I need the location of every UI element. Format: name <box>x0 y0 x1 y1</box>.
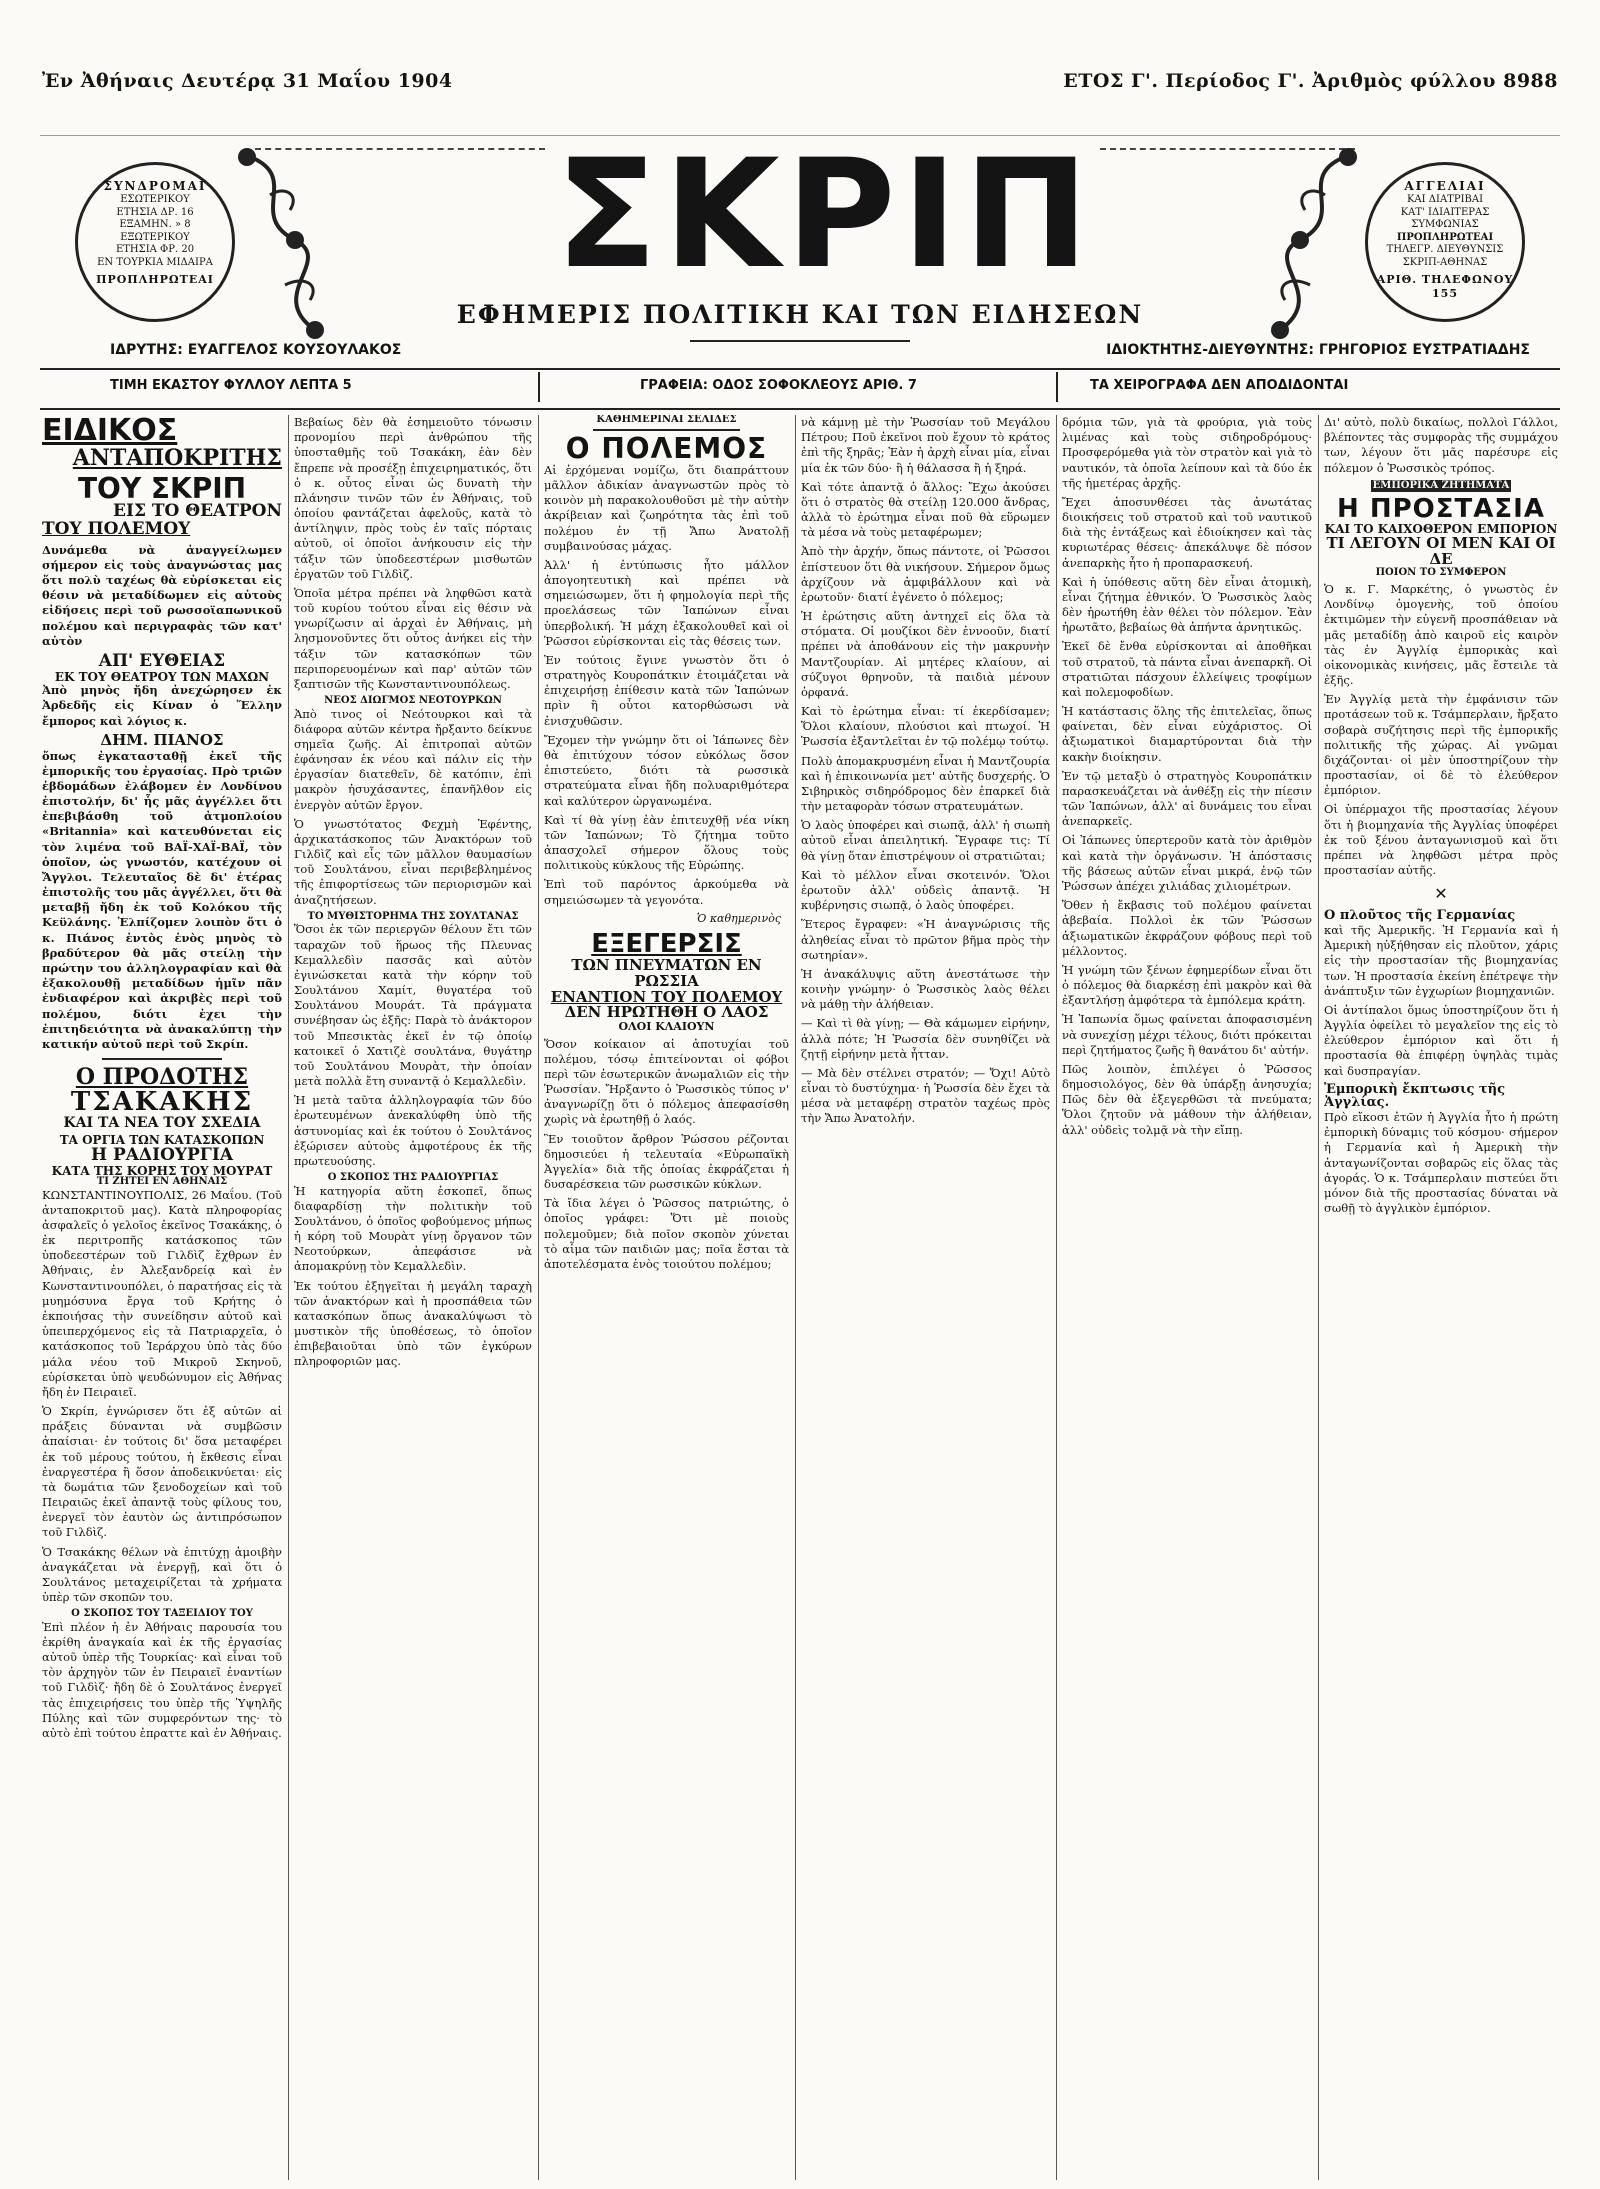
column-rule-1 <box>288 415 289 2180</box>
col3-paragraph-1: Αἱ ἐρχόμεναι νομίζω, ὅτι διαπράττουν μᾶλλον ἀδικίαν ἀναγνωστῶν πρὸς τὸ κοινὸν μὴ παρακολουθοῦσι μὲ τὴν αὐτὴν ἀκρίβειαν καὶ ζωηρότητα τὰς ἐπὶ τοῦ πολέμου ἐν τῇ Ἄπω Ἀνατολῇ συμβαινούσας μάχας. <box>544 462 789 553</box>
col6-head-whose-interest: ΠΟΙΟΝ ΤΟ ΣΥΜΦΕΡΟΝ <box>1375 566 1507 578</box>
col1-head-special: ΕΙΔΙΚΟΣ <box>42 415 178 448</box>
col6-cross-icon: ✕ <box>1434 884 1448 904</box>
col4-paragraph-8: Καὶ τὸ μέλλον εἶναι σκοτεινόν. Ὅλοι ἐρωτοῦν ἀλλ' οὐδεὶς ἀπαντᾷ. Ἡ κυβέρνησις σιωπᾷ, ὁ λαὸς ὑποφέρει. <box>801 867 1050 913</box>
date-line: Ἐν Ἀθήναις Δευτέρᾳ 31 Μαΐου 1904 <box>42 70 453 92</box>
subscriptions-footer: ΠΡΟΠΛΗΡΩΤΕΑΙ <box>96 273 214 286</box>
column-rule-5 <box>1318 415 1319 2180</box>
col1-head-new-plans: ΚΑΙ ΤΑ ΝΕΑ ΤΟΥ ΣΧΕΔΙΑ <box>63 1115 261 1132</box>
col1-paragraph-6: Ὁ Τσακάκης θέλων νὰ ἐπιτύχῃ ἀμοιβὴν ἀναγκάζεται νὰ ἐνεργῇ, καὶ ὅτι ὁ Σουλτάνος μεταχειρίζεται τὰ χρήματα ὑπὲρ τῶν σκοπῶν του. <box>42 1544 282 1605</box>
column-rule-4 <box>1056 415 1057 2180</box>
col3-head-uprising: ΕΞΕΓΕΡΣΙΣ <box>591 928 742 959</box>
col3-paragraph-9: Τὰ ἴδια λέγει ὁ Ῥῶσσος πατριώτης, ὁ ὁποῖος γράφει: Ὅτι μὲ ποιοὺς πολεμοῦμεν; διὰ ποῖον σκοπὸν χύνεται τὸ αἷμα τῶν παιδιῶν μας; ποῖα ἔσται τὰ ἀποτελέσματα ἑνὸς τοιούτου πολέμου; <box>544 1196 789 1271</box>
col4-paragraph-6: Πολὺ ἀπομακρυσμένη εἶναι ἡ Μαντζουρία καὶ ἡ ἐπικοινωνία μετ' αὐτῆς δυσχερής. Ὁ Σιβηρικὸς σιδηρόδρομος δὲν ἐπαρκεῖ διὰ τὴν μεταφορὰν τόσων στρατευμάτων. <box>801 753 1050 814</box>
col1-head-from-theater: ΕΚ ΤΟΥ ΘΕΑΤΡΟΥ ΤΩΝ ΜΑΧΩΝ <box>54 669 270 684</box>
subscriptions-line2: ΕΤΗΣΙΑ ΔΡ. 16 <box>116 206 194 218</box>
col2-paragraph-5: Ὅσοι ἐκ τῶν περιεργῶν θέλουν ἔτι τῶν ταραχῶν τοῦ ἥρωος τῆς Πλευνας Κεμαλλεδὶν πασσᾶς καὶ αὐτὸν ἐγινώσκεται κατὰ τὴν κόρην τοῦ Σουλτάνου Χαμίτ, θυγατέρα τοῦ Σουλτάνου Μουράτ. Τὰ πράγματα συνέβησαν ὡς ἑξῆς: Παρὰ τὸ ἀνάκτορον τοῦ Μπεσικτὰς ἐκεῖ ἐν τῷ ὁποίῳ κατοικεῖ ὁ Χατιζὲ σουλτάνα, θυγάτηρ τοῦ Σουλτάνου Μουρὰτ, τὴν ὁποίαν μετὰ πολλὰ ἔτη συναντᾷ ὁ Κεμαλλεδὶν. <box>294 922 532 1089</box>
col1-paragraph-1: Δυνάμεθα νὰ ἀναγγείλωμεν σήμερον εἰς τοὺς ἀναγνώστας μας ὅτι πολὺ ταχέως θὰ εὑρίσκεται εἰς θέσιν νὰ μεταδίδωμεν εἰς αὐτοὺς εἰδήσεις περὶ τοῦ ρωσσοϊαπωνικοῦ πολέμου καὶ περιγραφὰς τῶν κατ' αὐτὸν <box>42 542 282 648</box>
col1-head-what-seeks: ΤΙ ΖΗΤΕΙ ΕΝ ΑΘΗΝΑΙΣ <box>96 1176 228 1188</box>
col3-paragraph-2: Ἀλλ' ἡ ἐντύπωσις ἦτο μάλλον ἀπογοητευτικὴ καὶ πρέπει νὰ σημειώσωμεν, ὅτι ἡ φημολογία περὶ τῆς προελάσεως τῶν Ἰαπώνων εἶναι ὑπερβολική. Ἡ μάχη ἐξακολουθεῖ καὶ οἱ Ῥῶσσοι εὑρίσκονται εἰς τὰς θέσεις των. <box>544 557 789 648</box>
subscriptions-line4: ΕΞΩΤΕΡΙΚΟΥ <box>120 231 190 243</box>
col5-paragraph-2: Ἔχει ἀποσυνθέσει τὰς ἀνωτάτας διοικήσεις τοῦ στρατοῦ καὶ τοῦ ναυτικοῦ διὰ τὴς ἐντάξεως καὶ ἐδιοίκησεν καὶ τὰς κυριωτέρας θέσεις· ἀπεκάλυψε δὲ πόσον ἀνεπαρκὴς ἦτο ἡ προπαρασκευή. <box>1062 494 1312 570</box>
info-divider-2 <box>1056 372 1058 402</box>
left-flourish-icon <box>225 145 345 345</box>
col4-paragraph-3: Ἀπὸ τὴν ἀρχήν, ὅπως πάντοτε, οἱ Ῥῶσσοι ἐπίστευον ὅτι θὰ νικήσουν. Σήμερον ὅμως ἀρχίζουν νὰ ἀμφιβάλλουν καὶ νὰ ἐρωτοῦν· διατί ἐγένετο ὁ πόλεμος; <box>801 544 1050 604</box>
col5-paragraph-1: δρόμια τῶν, γιὰ τὰ φρούρια, γιὰ τοὺς λιμένας καὶ τοὺς σιδηροδρόμους· Προσφερόμεθα γιὰ τὸν στρατὸν καὶ γιὰ τὸ ναυτικόν, τὰ ὁποῖα λείπουν καὶ τὰ δύο ἐκ τῆς ἡμετέρας ἀρχῆς. <box>1062 415 1312 490</box>
ads-line2: ΚΑΤ' ΙΔΙΑΙΤΕΡΑΣ <box>1400 206 1490 218</box>
ads-line4: ΠΡΟΠΛΗΡΩΤΕΑΙ <box>1396 231 1494 243</box>
col5-paragraph-8: Ὅθεν ἡ ἔκβασις τοῦ πολέμου φαίνεται ἀβεβαία. Πολλοὶ ἐκ τῶν Ῥώσσων ἀξιωματικῶν ἐκφράζουν φόβους περὶ τοῦ μέλλοντος. <box>1062 898 1312 958</box>
col3-signature: Ὁ καθημερινὸς <box>696 911 781 925</box>
subscriptions-line1: ΕΣΩΤΕΡΙΚΟΥ <box>120 194 190 205</box>
offices-label: ΓΡΑΦΕΙΑ: ΟΔΟΣ ΣΟΦΟΚΛΕΟΥΣ ΑΡΙΘ. 7 <box>640 378 917 393</box>
col2-head-intrigue-purpose: Ο ΣΚΟΠΟΣ ΤΗΣ ΡΑΔΙΟΥΡΓΙΑΣ <box>327 1172 499 1184</box>
col4-paragraph-4: Ἡ ἐρώτησις αὕτη ἀντηχεῖ εἰς ὅλα τὰ στόματα. Οἱ μουζίκοι δὲν ἐννοοῦν, διατί πρέπει νὰ ἀποθάνουν εἰς τὴν μακρυνὴν Μαντζουρίαν. Αἱ μητέρες κλαίουν, αἱ σύζυγοι θρηνοῦν, τὰ παιδιὰ μένουν ὀρφανά. <box>801 609 1050 699</box>
owner-line: ΙΔΙΟΚΤΗΤΗΣ-ΔΙΕΥΘΥΝΤΗΣ: ΓΡΗΓΟΡΙΟΣ ΕΥΣΤΡΑΤΙΑΔΗΣ <box>1106 342 1530 358</box>
col5-paragraph-3: Καὶ ἡ ὑπόθεσις αὕτη δὲν εἶναι ἀτομικὴ, εἶναι ζήτημα ἐθνικόν. Ὁ Ῥωσσικὸς λαὸς δὲν ἠρωτήθη ἐὰν θέλει τὸν πόλεμον. Ἐὰν ἠρωτᾶτο, βεβαίως θὰ ἀπήντα ἀρνητικῶς. <box>1062 574 1312 635</box>
col6-paragraph-4: Οἱ ὑπέρμαχοι τῆς προστασίας λέγουν ὅτι ἡ βιομηχανία τῆς Ἀγγλίας ὑποφέρει ἐκ τοῦ ξένου ἀνταγωνισμοῦ καὶ ὅτι πρέπει νὰ ληφθῶσι μέτρα πρὸς προστασίαν αὐτῆς. <box>1324 802 1558 878</box>
col2-paragraph-6: Ἡ μετὰ ταῦτα ἀλληλογραφία τῶν δύο ἐρωτευμένων ἀνεκαλύφθη ὑπὸ τῆς ἀστυνομίας καὶ ἐκ τούτου ὁ Σουλτάνος ἐξώρισεν αὐτοὺς ἀμφοτέρους ἐκ τῆς πρωτευούσης. <box>294 1093 532 1168</box>
col1-head-correspondent: ΑΝΤΑΠΟΚΡΙΤΗΣ <box>72 444 282 471</box>
col1-paragraph-5: Ὁ Σκρίπ, ἐγνώρισεν ὅτι ἐξ αὐτῶν αἱ πράξεις δύνανται νὰ συμβῶσιν ἀπαίσιαι· ἐν τούτοις δι' ὅσα μεταφέρει ἐκ τοῦ μέρους τούτου, ἡ ἔκθεσις εἶναι ἐναργεστέρα ἢ ὅσον ἀποδεικνύεται· εἰς τὰ δωμάτια τῶν ξενοδοχείων καὶ τοῦ Πειραιῶς ἐκεῖ ἀπαντᾷ τοὺς φίλους του, ἐνεργεῖ τὸν ἐαυτὸν ὡς ἀντιπρόσωπον τοῦ Γιλδὶζ. <box>42 1404 282 1540</box>
col4-paragraph-1: νὰ κάμνῃ μὲ τὴν Ῥωσσίαν τοῦ Μεγάλου Πέτρου; Ποῦ ἐκεῖνοι ποὺ ἔχουν τὸ κράτος ἐπὶ τῆς ξηρᾶς; Ἐὰν ἡ ἀρχὴ εἶναι μία, εἶναι μία ἐκ τῶν δύο· ἢ ἡ θάλασσα ἢ ἡ ξηρά. <box>801 415 1050 475</box>
col2-head-young-turks: ΝΕΟΣ ΔΙΩΓΜΟΣ ΝΕΟΤΟΥΡΚΩΝ <box>324 695 502 707</box>
col1-paragraph-3: ὅπως ἐγκατασταθῇ ἐκεῖ τῆς ἐμπορικῆς του ἐργασίας. Πρὸ τριῶν ἑβδομάδων ἐλάβομεν ἐν Λονδίνου ἐπιστολήν, δι' ἧς μᾶς ἀγγέλλει ὅτι ἐπεβιβάσθη τοῦ ἀτμοπλοίου «Britannia» καὶ κατευθύνεται εἰς τὸν λιμένα τοῦ ΒΑΪ-ΧΑΪ-ΒΑΪ, τὸν ὁποῖον, ὡς γνωστόν, κατέχουν οἱ Ἄγγλοι. Τελευταῖος δὲ δι' ἑτέρας ἐπιστολῆς του μᾶς ἀγγέλλει, ὅτι θὰ μεταβῇ ἤδη ἐκ τοῦ Κολόκου τῆς Κεϋλάνης. Ἐλπίζομεν λοιπὸν ὅτι ὁ κ. Πιάνος ἐντὸς ἑνὸς μηνὸς τὸ βραδύτερον θὰ μᾶς στείλῃ τὴν πρώτην του ἀλληλογραφίαν καὶ θὰ ἐξακολουθῇ μεταδίδων ἡμῖν πᾶν ἐνδιαφέρον καὶ ἀκριβὲς περὶ τοῦ πολέμου, διότι ἐχει τὴν ἐπιτηδειότητα νὰ ἀνακαλύπτῃ τὴν κατικήν αὐτοῦ περὶ τοῦ Σκρίπ. <box>42 748 282 1051</box>
col3-paragraph-7: Ὅσον κοίκαιον αἱ ἀποτυχίαι τοῦ πολέμου, τόσῳ ἐπιτείνονται οἱ φόβοι περὶ τῶν ἐσωτερικῶν ἀνωμαλιῶν εἰς τὴν Ῥωσσίαν. Ἤρξαντο ὁ Ῥωσσικὸς τύπος ν' ἀναγνωρίζῃ ὅτι ὁ πόλεμος ἀπεφασίσθη χωρὶς νὰ ἐρωτηθῇ ὁ λαός. <box>544 1036 789 1127</box>
ads-line3: ΣΥΜΦΩΝΙΑΣ <box>1411 219 1479 230</box>
col1-head-of-skrip: ΤΟΥ ΣΚΡΙΠ <box>77 471 247 505</box>
col2-paragraph-4: Ὁ γνωστότατος Φεχμὴ Ἐφέντης, ἀρχικατάσκοπος τῶν Ἀνακτόρων τοῦ Γιλδὶζ καὶ εἷς τῶν μᾶλλον θαυμασίων τοῦ Σουλτάνου, εἶναι περιβεβλημένος τῆς ἐπιφορτίσεως τῶν περιορισμῶν καὶ ἀναζητήσεων. <box>294 816 532 907</box>
col3-head-people-not-asked: ΔΕΝ ΗΡΩΤΗΘΗ Ο ΛΑΟΣ <box>564 1003 769 1022</box>
col2-paragraph-3: Ἀπὸ τινος οἱ Νεότουρκοι καὶ τὰ διάφορα αὐτῶν κέντρα ἤρξαντο δείκνυε σημεῖα ζωῆς. Αἱ ἐπιτροπαὶ αὐτῶν ἐφάνησαν ἐκ νέου καὶ πάλιν εἰς τὴν ἐργασίαν διατεθεῖν, δὲ κατόπιν, ἐπὶ μακρὸν ἠσυχάσαντες, ἐπανῆλθον εἰς ἐνεργὸν αὐτῶν ἔργον. <box>294 706 532 812</box>
col4-paragraph-10: Ἡ ἀνακάλυψις αὕτη ἀνεστάτωσε τὴν κοινὴν γνώμην· ὁ Ῥωσσικὸς λαὸς θέλει νὰ μάθῃ τὴν ἀλήθειαν. <box>801 966 1050 1012</box>
col1-divider <box>102 1058 222 1060</box>
col4-paragraph-7: Ὁ λαὸς ὑποφέρει καὶ σιωπᾷ, ἀλλ' ἡ σιωπὴ αὐτοῦ εἶναι ἀπειλητική. Ἔγραφε τις: Τί θὰ γίνῃ ὅταν ἐπιστρέψουν οἱ στρατιῶται; <box>801 818 1050 863</box>
subscriptions-line6: ΕΝ ΤΟΥΡΚΙΑ ΜΙΔΑΙΡΑ <box>97 256 213 268</box>
col3-head-war: Ο ΠΟΛΕΜΟΣ <box>565 431 768 465</box>
col6-paragraph-2: Ὁ κ. Γ. Μαρκέτης, ὁ γνωστὸς ἐν Λονδίνῳ ὁμογενὴς, τοῦ ὁποίου ἐκτιμῶμεν τὴν εὐγενῆ προσπάθειαν νὰ μᾶς μεταδίδῃ ἀπὸ καιροῦ εἰς καιρὸν τὰς ἐν Ἀγγλίᾳ ἐμπορικὰς καὶ οἰκονομικὰς κινήσεις, μᾶς ἔστειλε τὰ ἑξῆς. <box>1324 582 1558 688</box>
right-flourish-icon <box>1250 145 1370 345</box>
founder-line: ΙΔΡΥΤΗΣ: ΕΥΑΓΓΕΛΟΣ ΚΟΥΣΟΥΛΑΚΟΣ <box>110 342 402 358</box>
subscriptions-badge <box>75 162 235 322</box>
column-rule-3 <box>795 415 796 2180</box>
col1-paragraph-7: Ἐπὶ πλέον ἡ ἐν Ἀθήναις παρουσία του ἐκρίθη ἀναγκαία καὶ ἐκ τῆς ἐργασίας αὐτοῦ ὑπὲρ τῆς Τουρκίας· καὶ εἶναι τοῦ τὸν ἀρχηγὸν τῶν ἐν Πειραιεῖ ἐναντίων τοῦ Γιλδὶζ· ἤδη δὲ ὁ Σουλτάνος ἐνεργεῖ τὰς ἐπιχειρήσεις του ὑπὲρ τῆς Ὑψηλῆς Πύλης καὶ τῶν συμφερόντων της· τὸ αὐτὸ ἐπὶ τούτου ἐπραττε καὶ ἐν Ἀθήναις. <box>42 1619 282 1740</box>
col6-paragraph-7: Πρὸ εἴκοσι ἐτῶν ἡ Ἀγγλία ἦτο ἡ πρώτη ἐμπορικὴ δύναμις τοῦ κόσμου· σήμερον ἡ Γερμανία καὶ ἡ Ἀμερικὴ τὴν ἀνταγωνίζονται σοβαρῶς εἰς ὅλας τὰς ἀγοράς. Ὁ κ. Τσάμπερλαιν πιστεύει ὅτι μόνον διὰ τῆς προστασίας δύναται νὰ σωθῇ τὸ ἀγγλικὸν ἐμπόριον. <box>1324 1109 1558 1216</box>
col2-paragraph-1: Βεβαίως δὲν θὰ ἐσημειοῦτο τόνωσιν προνομίου περὶ ἀνθρώπου τῆς ὑποσταθμῆς τοῦ Τσακάκη, ἐὰν δὲν ἔπρεπε νὰ προσέξῃ ἐπιχειρηματικός, ὅτι ὁ κ. οὗτος εἶναι ὡς δυνατὴ τὴν πλάνησιν τινῶν τῶν ἐν Ἀθήναις, τοῦ ὁποίου φαντάζεται ἀφελοῦς, κατὰ τὸ ἀντίληψιν, πρὸς τοὺς ἐν ταῖς πόρταις αὐτοῦ, οἱ ὁποῖοι ἀνήκουσιν εἰς τὴν τάξιν τῶν ὑποδεεστέρων μισθωτῶν ἐργατῶν τοῦ Γιλδὶζ. <box>294 415 532 581</box>
col3-paragraph-4: Ἔχομεν τὴν γνώμην ὅτι οἱ Ἰάπωνες δὲν θὰ ἐπιτύχουν τόσον εὐκόλως ὅσον ἐπιστεύετο, διότι τὰ ρωσσικὰ στρατεύματα εἶναι ἤδη πολυαριθμότερα καὶ καλύτερον ὠργανωμένα. <box>544 732 789 808</box>
col2-paragraph-7: Ἡ κατηγορία αὕτη ἐσκοπεῖ, ὅπως διαφαρδίσῃ τὴν πολιτικὴν τοῦ Σουλτάνου, ὁ ὁποῖος φοβούμενος μήπως ἡ κόρη τοῦ Μουρὰτ γίνῃ ὄργανον τῶν Νεοτούρκων, ἀπεφάσισε νὰ ἀπομακρύνῃ τὸν Κεμαλλεδὶν. <box>294 1183 532 1274</box>
col6-head-protection: Η ΠΡΟΣΤΑΣΙΑ <box>1337 494 1545 525</box>
col1-head-to-theater: ΕΙΣ ΤΟ ΘΕΑΤΡΟΝ <box>113 500 282 521</box>
col6-head-german-wealth: Ο πλοῦτος τῆς Γερμανίας <box>1324 908 1516 924</box>
col1-head-tsakakis: ΤΣΑΚΑΚΗΣ <box>70 1087 254 1118</box>
manuscripts-label: ΤΑ ΧΕΙΡΟΓΡΑΦΑ ΔΕΝ ΑΠΟΔΙΔΟΝΤΑΙ <box>1090 378 1349 393</box>
subscriptions-title: ΣΥΝΔΡΟΜΑΙ <box>103 179 207 193</box>
ads-line1: ΚΑΙ ΔΙΑΤΡΙΒΑΙ <box>1406 194 1484 205</box>
col4-paragraph-12: — Μὰ δὲν στέλνει στρατόν; — Ὄχι! Αὐτὸ εἶναι τὸ δυστύχημα· ἡ Ῥωσσία δὲν ἔχει τὰ μέσα νὰ μεταφέρῃ στρατὸν ταχέως πρὸς τὴν Ἄπω Ἀνατολήν. <box>801 1065 1050 1126</box>
subscriptions-line5: ΕΤΗΣΙΑ ΦΡ. 20 <box>115 244 195 255</box>
subscriptions-line3: ΕΞΑΜΗΝ. » 8 <box>119 219 191 230</box>
col4-paragraph-5: Καὶ τὸ ἐρώτημα εἶναι: τί ἐκερδίσαμεν; Ὅλοι κλαίουν, πλούσιοι καὶ πτωχοί. Ἡ Ῥωσσία ἐξαντλεῖται ἐν τῷ πολέμῳ τούτῳ. <box>801 704 1050 749</box>
ads-line5: ΤΗΛΕΓΡ. ΔΙΕΥΘΥΝΣΙΣ <box>1386 244 1504 255</box>
col2-head-sultana-novel: ΤΟ ΜΥΘΙΣΤΟΡΗΜΑ ΤΗΣ ΣΟΥΛΤΑΝΑΣ <box>307 910 519 922</box>
subtitle-underline <box>690 340 910 342</box>
col6-head-what-they-say: ΤΙ ΛΕΓΟΥΝ ΟΙ ΜΕΝ ΚΑΙ ΟΙ ΔΕ <box>1326 534 1556 568</box>
column-2 <box>294 415 532 2180</box>
ads-line6: ΣΚΡΙΠ-ΑΘΗΝΑΣ <box>1402 256 1488 268</box>
col3-paragraph-6: Ἐπὶ τοῦ παρόντος ἀρκούμεθα νὰ σημειώσωμεν τὰ γεγονότα. <box>544 877 789 907</box>
column-4 <box>801 415 1050 2180</box>
col3-paragraph-5: Καὶ τί θὰ γίνῃ ἐὰν ἐπιτευχθῇ νέα νίκη τῶν Ἰαπώνων; Τὸ ζήτημα τοῦτο ἀπασχολεῖ σήμερον ὅλους τοὺς πολιτικοὺς κύκλους τῆς Εὐρώπης. <box>544 812 789 873</box>
col3-kicker-rule <box>593 429 740 431</box>
info-bar-bottom-rule <box>40 408 1560 410</box>
col6-kicker: ΕΜΠΟΡΙΚΑ ΖΗΤΗΜΑΤΑ <box>1372 479 1510 491</box>
ads-title: ΑΓΓΕΛΙΑΙ <box>1404 179 1486 193</box>
col3-paragraph-8: Ἓν τοιοῦτον ἄρθρον Ῥώσσου ρέζονται δημοσιεύει ἡ τελευταία «Εὐρωπαϊκὴ Ἀγγελία» διὰ τῆς ὁποίας ἐκφράζεται ἡ δυσαρέσκεια τῶν ρωσσικῶν κύκλων. <box>544 1131 789 1192</box>
col3-head-all-cry: ΟΛΟΙ ΚΛΑΙΟΥΝ <box>618 1020 715 1033</box>
info-divider-1 <box>538 372 540 402</box>
col5-paragraph-10: Ἡ Ἰαπωνία ὅμως φαίνεται ἀποφασισμένη νὰ συνεχίσῃ μέχρι τέλους, διότι πρόκειται περὶ ζητήματος ζωῆς ἢ θανάτου δι' αὐτήν. <box>1062 1012 1312 1057</box>
col1-head-intrigue: Η ΡΑΔΙΟΥΡΓΙΑ <box>90 1144 234 1165</box>
col1-head-trip-purpose: Ο ΣΚΟΠΟΣ ΤΟΥ ΤΑΞΕΙΔΙΟΥ ΤΟΥ <box>71 1608 253 1620</box>
col1-head-traitor: Ο ΠΡΟΔΟΤΗΣ <box>75 1064 249 1091</box>
col4-paragraph-11: — Καὶ τὶ θὰ γίνῃ; — Θὰ κάμωμεν εἰρήνην, ἀλλὰ πότε; Ἡ Ῥωσσία δὲν συνηθίζει νὰ ζητῇ εἰρήνην μετὰ ἧτταν. <box>801 1016 1050 1061</box>
issue-line: ΕΤΟΣ Γ'. Περίοδος Γ'. Ἀριθμὸς φύλλου 8988 <box>1063 70 1558 92</box>
newspaper-subtitle: ΕΦΗΜΕΡΙΣ ΠΟΛΙΤΙΚΗ ΚΑΙ ΤΩΝ ΕΙΔΗΣΕΩΝ <box>456 300 1144 329</box>
col1-head-of-war: ΤΟΥ ΠΟΛΕΜΟΥ <box>42 518 191 539</box>
ads-badge <box>1365 162 1525 322</box>
column-1 <box>42 415 282 2180</box>
col5-paragraph-9: Ἡ γνώμη τῶν ξένων ἐφημερίδων εἶναι ὅτι ὁ πόλεμος θὰ διαρκέσῃ ἐπὶ μακρὸν καὶ θὰ ἐξαντλήσῃ ἀμφότερα τὰ ἐμπόλεμα κράτη. <box>1062 962 1312 1008</box>
col1-head-orgies: ΤΑ ΟΡΓΙΑ ΤΩΝ ΚΑΤΑΣΚΟΠΩΝ <box>59 1133 265 1148</box>
column-6 <box>1324 415 1558 2180</box>
info-bar-top-rule <box>40 368 1560 370</box>
col6-head-free-trade: ΚΑΙ ΤΟ ΚΑΙΧΟΘΕΡΟΝ ΕΜΠΟΡΙΟΝ <box>1324 522 1558 537</box>
col6-head-decline: Ἐμπορικὴ ἔκπτωσις τῆς Ἀγγλίας. <box>1324 1081 1506 1111</box>
col1-head-pianos: ΔΗΜ. ΠΙΑΝΟΣ <box>100 730 224 749</box>
col1-paragraph-2: Ἀπὸ μηνὸς ἤδη ἀνεχώρησεν ἐκ Ἀρδεδῆς εἰς Κίναν ὁ Ἕλλην ἔμπορος καὶ λόγιος κ. <box>42 683 282 728</box>
col2-paragraph-2: Ὁποῖα μέτρα πρέπει νὰ ληφθῶσι κατὰ τοῦ κυρίου τούτου εἶναι εἰς θέσιν νὰ γνωρίζωσιν αἱ ἀρχαὶ ἐν Ἀθήναις, μὴ λησμονοῦντες ὅτι οὗτος ἀνήκει εἰς τὴν τάξιν τῶν κατασκόπων τῶν περιπορευομένων καὶ παρ' αὐτῶν τῶν ξαπτισῶν τῆς Κωνσταντινουπόλεως. <box>294 585 532 691</box>
col4-paragraph-2: Καὶ τότε ἀπαντᾷ ὁ ἄλλος: Ἔχω ἀκούσει ὅτι ὁ στρατὸς θὰ στείλῃ 120.000 ἄνδρας, ἀλλὰ τὸ ἐρώτημα εἶναι ποῦ θὰ εὕρωμεν τὰ μέσα νὰ τοὺς μεταφέρωμεν; <box>801 479 1050 540</box>
col1-paragraph-4: ΚΩΝΣΤΑΝΤΙΝΟΥΠΟΛΙΣ, 26 Μαΐου. (Τοῦ ἀνταποκριτοῦ μας). Κατὰ πληροφορίας ἀσφαλεῖς ὁ γελοῖος ἐκεῖνος Τσακάκης, ὁ ἐκ περιτροπῆς κατάσκοπος τῶν ὑποδεεστέρων τοῦ Γιλδὶζ ἔχθρων ἐν Ἀθήναις, ἐν Ἀλεξανδρείᾳ καὶ ἐν Κωνσταντινουπόλει, ὁ παρατήσας εἰς τὰ μυημόσυνα ἔργα τοῦ Κρήτης ὁ ἐκποιήσας τὴν συνείδησιν αὐτοῦ καὶ ὑπειπερχόμενος εἰς τὰ Πατριαρχεῖα, ὁ κατάσκοπος τοῦ Ἱεράρχου ὑπὸ τὰς δύο μάλα νέου τοῦ Μικροῦ Σκηνοῦ, εὑρίσκεται ὑπὸ ψευδώνυμον εἰς Ἀθήνας ἤδη ἐν Πειραιεῖ. <box>42 1187 282 1399</box>
col1-head-murat-daughter: ΚΑΤΑ ΤΗΣ ΚΟΡΗΣ ΤΟΥ ΜΟΥΡΑΤ <box>51 1163 273 1178</box>
newspaper-title: ΣΚΡΙΠ <box>555 128 1095 302</box>
col3-head-spirits: ΤΩΝ ΠΝΕΥΜΑΤΩΝ ΕΝ ΡΩΣΣΙΑ <box>571 956 762 990</box>
col1-head-direct: ΑΠ' ΕΥΘΕΙΑΣ <box>98 650 226 671</box>
col6-paragraph-1: Δι' αὐτὸ, πολὺ δικαίως, πολλοὶ Γάλλοι, βλέποντες τὰς συμφορὰς τῆς συμμάχου των, λέγουν ὅτι μᾶς παρέσυρε εἰς πόλεμον ὁ Ῥωσσικὸς τρόπος. <box>1324 415 1558 475</box>
col6-paragraph-3: Ἐν Ἀγγλίᾳ μετὰ τὴν ἐμφάνισιν τῶν προτάσεων τοῦ κ. Τσάμπερλαιν, ἤρξατο σοβαρὰ συζήτησις περὶ τῆς ἐμπορικῆς πολιτικῆς τῆς χώρας. Αἱ γνῶμαι διχάζονται· οἱ μὲν ὑποστηρίζουν τὴν προστασίαν, οἱ δὲ τὸ ἐλεύθερον ἐμπόριον. <box>1324 692 1558 798</box>
col4-paragraph-9: Ἕτερος ἔγραφεν: «Ἡ ἀναγνώρισις τῆς ἀληθείας εἶναι τὸ πρῶτον βῆμα πρὸς τὴν σωτηρίαν». <box>801 917 1050 962</box>
col2-paragraph-8: Ἐκ τούτου ἐξηγεῖται ἡ μεγάλη ταραχὴ τῶν ἀνακτόρων καὶ ἡ προσπάθεια τῶν κατασκόπων ὅπως ἀνακαλύψωσι τὸ μυστικὸν τῆς ὑποθέσεως, τὸ ὁποῖον ἐπιβεβαιοῦται ὑπὸ τῶν ἐγκύρων πληροφοριῶν μας. <box>294 1278 532 1369</box>
column-5 <box>1062 415 1312 2180</box>
column-3 <box>544 415 789 2180</box>
col5-paragraph-4: Ἐκεῖ δὲ ἔνθα εὑρίσκονται αἱ ἀποθῆκαι τοῦ στρατοῦ, τὰ πάντα εἶναι ἀνεπαρκῆ. Οἱ στρατιῶται πάσχουν ἐλλείψεις τροφίμων καὶ πολεμοφοδίων. <box>1062 639 1312 699</box>
col5-paragraph-11: Πῶς λοιπὸν, ἐπιλέγει ὁ Ῥῶσσος δημοσιολόγος, δὲν θὰ ὑπάρξῃ ἀνησυχία; Πῶς δὲν θὰ ἐξεγερθῶσι τὰ πνεύματα; Ὅλοι ζητοῦν νὰ μάθουν τὴν ἀλήθειαν, ἀλλ' οὐδεὶς τολμᾷ νὰ τὴν εἴπῃ. <box>1062 1061 1312 1137</box>
col5-paragraph-5: Ἡ κατάστασις ὅλης τῆς ἐπιτελεῖας, ὅπως φαίνεται, δὲν εἶναι εὐχάριστος. Οἱ ἀξιωματικοὶ διαμαρτύρονται διὰ τὴν κακὴν διοίκησιν. <box>1062 704 1312 764</box>
col6-paragraph-6: Οἱ ἀντίπαλοι ὅμως ὑποστηρίζουν ὅτι ἡ Ἀγγλία ὀφείλει τὸ μεγαλεῖον της εἰς τὸ ἐλεύθερον ἐμπόριον καὶ ὅτι ἡ προστασία θὰ ἐπιφέρῃ ὑψηλὰς τιμὰς καὶ δυσπραγίαν. <box>1324 1002 1558 1078</box>
col5-paragraph-7: Οἱ Ἰάπωνες ὑπερτεροῦν κατὰ τὸν ἀριθμὸν καὶ κατὰ τὴν ὀργάνωσιν. Ἡ ἀπόστασις τῆς βάσεως αὐτῶν εἶναι μικρά, ἐνῷ τῶν Ῥώσσων ἀπέχει χιλιάδας χιλιομέτρων. <box>1062 833 1312 893</box>
ads-footer: ΑΡΙΘ. ΤΗΛΕΦΩΝΟΥ 155 <box>1376 273 1514 300</box>
col5-paragraph-6: Ἐν τῷ μεταξὺ ὁ στρατηγὸς Κουροπάτκιν παρασκευάζεται νὰ ἀνθέξῃ εἰς τὴν πίεσιν τῶν Ἰαπώνων, ἀλλ' αἱ δυνάμεις του εἶναι ἀνεπαρκεῖς. <box>1062 768 1312 829</box>
column-rule-2 <box>538 415 539 2180</box>
col6-paragraph-5: καὶ τῆς Ἀμερικῆς. Ἡ Γερμανία καὶ ἡ Ἀμερικὴ ηὐξήθησαν εἰς πλοῦτον, χάρις εἰς τὴν προστασίαν τῆς βιομηχανίας των. Ἡ προστασία ἐκείνη ἐπέτρεψε τὴν ἀνάπτυξιν τῶν ἐγχωρίων βιομηχανιῶν. <box>1324 922 1558 998</box>
price-label: ΤΙΜΗ ΕΚΑΣΤΟΥ ΦΥΛΛΟΥ ΛΕΠΤΑ 5 <box>110 378 352 393</box>
col3-paragraph-3: Ἐν τούτοις ἔγινε γνωστὸν ὅτι ὁ στρατηγὸς Κουροπάτκιν ἐτοιμάζεται νὰ ἐπιχειρήσῃ ἐπίθεσιν κατὰ τῶν Ἰαπώνων πρὶν ἢ οὗτοι κατορθώσωσι νὰ ἐνισχυθῶσιν. <box>544 652 789 728</box>
col3-head-against-war: ΕΝΑΝΤΙΟΝ ΤΟΥ ΠΟΛΕΜΟΥ <box>550 987 783 1006</box>
col3-kicker: ΚΑΘΗΜΕΡΙΝΑΙ ΣΕΛΙΔΕΣ <box>596 415 737 425</box>
